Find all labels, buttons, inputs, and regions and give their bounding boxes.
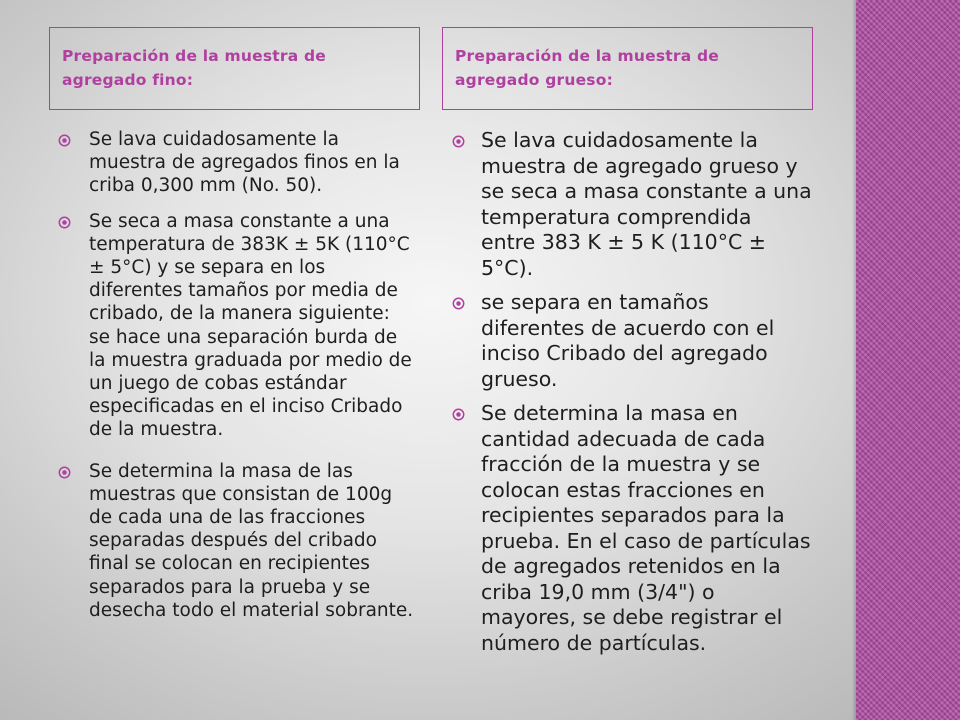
header-fine-aggregate bbox=[49, 27, 420, 110]
bullet-text: Se seca a masa constante a una temperatura de 383K ± 5K (110°C ± 5°C) y se separa en los diferentes tamaños por media de cribado, de la manera siguiente: se hace una separación burda de la muestra graduada por medio de un juego de cobas estándar especificadas en el inciso Cribado de la muestra. bbox=[89, 210, 412, 441]
fine-aggregate-column bbox=[58, 128, 414, 634]
list-item bbox=[58, 460, 414, 622]
circled-dot-bullet-icon bbox=[452, 297, 465, 310]
circled-dot-bullet-icon bbox=[58, 216, 71, 229]
circled-dot-bullet-icon bbox=[58, 466, 71, 479]
bullet-text: Se lava cuidadosamente la muestra de agregado grueso y se seca a masa constante a una temperatura comprendida entre 383 K ± 5 K (110°C ± 5°C). bbox=[481, 128, 812, 280]
list-item bbox=[452, 401, 812, 656]
circled-dot-bullet-icon bbox=[452, 135, 465, 148]
circled-dot-bullet-icon bbox=[58, 134, 71, 147]
bullet-text: Se determina la masa de las muestras que consistan de 100g de cada una de las fracciones separadas después del cribado final se colocan en recipientes separados para la prueba y se desecha todo el material sobrante. bbox=[89, 460, 414, 621]
bullet-text: se separa en tamaños diferentes de acuerdo con el inciso Cribado del agregado grueso. bbox=[481, 290, 775, 391]
list-item bbox=[452, 128, 812, 281]
coarse-aggregate-column bbox=[452, 128, 812, 665]
bullet-text: Se determina la masa en cantidad adecuada de cada fracción de la muestra y se colocan estas fracciones en recipientes separados para la prueba. En el caso de partículas de agregados retenidos en la criba 19,0 mm (3/4") o mayores, se debe registrar el número de partículas. bbox=[481, 401, 811, 655]
header-coarse-aggregate bbox=[442, 27, 813, 110]
circled-dot-bullet-icon bbox=[452, 408, 465, 421]
decorative-side-panel bbox=[856, 0, 960, 720]
bullet-text: Se lava cuidadosamente la muestra de agregados finos en la criba 0,300 mm (No. 50). bbox=[89, 129, 400, 197]
header-coarse-aggregate-text: Preparación de la muestra de agregado grueso: bbox=[455, 47, 719, 89]
list-item bbox=[452, 290, 812, 392]
list-item bbox=[58, 210, 414, 442]
list-item bbox=[58, 128, 414, 198]
header-fine-aggregate-text: Preparación de la muestra de agregado fino: bbox=[62, 47, 326, 89]
